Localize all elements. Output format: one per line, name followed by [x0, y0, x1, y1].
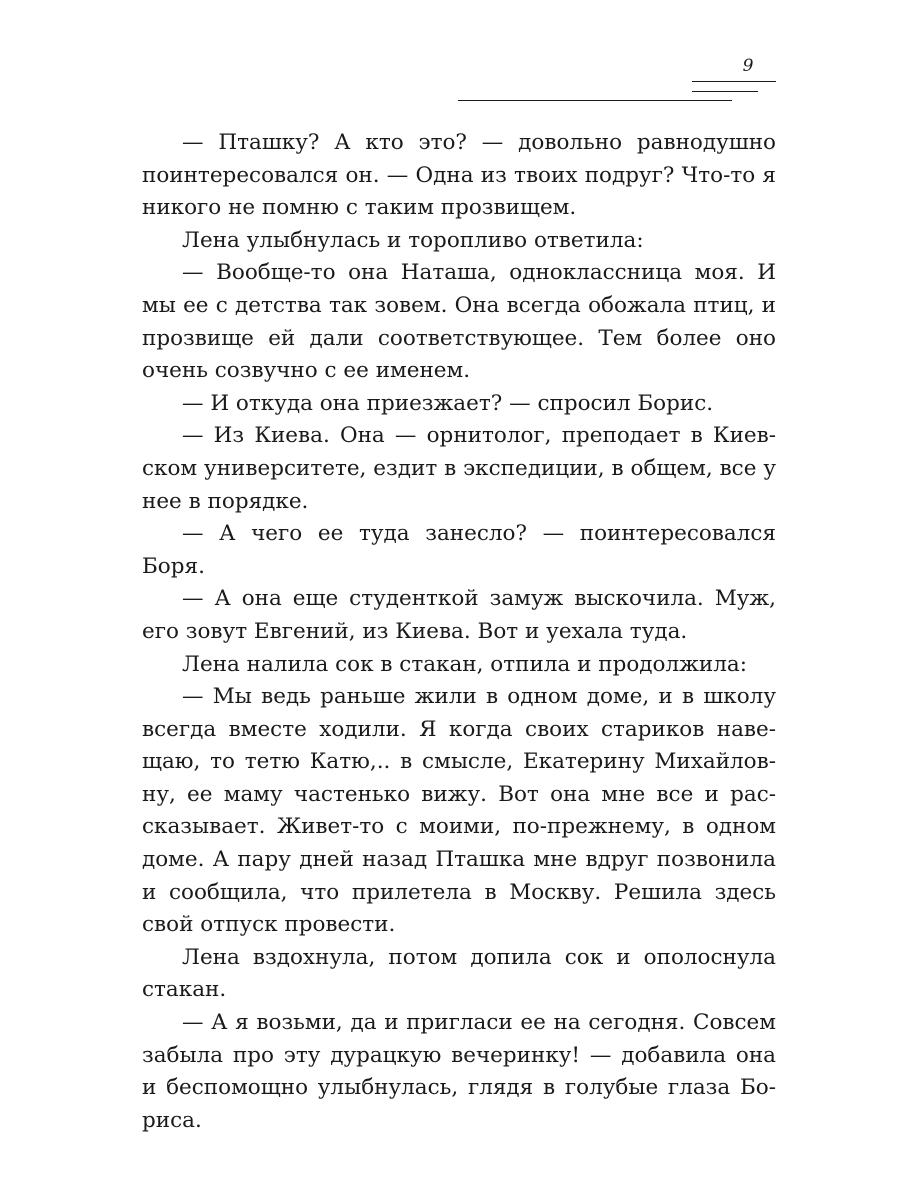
paragraph: Лена вздохнула, потом допила сок и ополоснула стакан.	[142, 944, 776, 1003]
paragraph: — Вообще-то она Наташа, одноклассница моя. И мы ее с детства так зовем. Она всегда обожала птиц, и прозвище ей дали соответствующее. Тем более оно очень созвучно с ее именем.	[142, 260, 776, 384]
header-rule-middle	[692, 91, 758, 92]
paragraph: — А я возьми, да и пригласи ее на сегодня. Совсем забыла про эту дурацкую вечеринку! — добавила она и беспомощно улыбнулась, глядя в голубые глаза Бориса.	[142, 1010, 776, 1133]
body-text	[142, 127, 776, 1137]
header-rule-bottom	[458, 100, 732, 101]
paragraph: — Из Киева. Она — орнитолог, преподает в Киевском университете, ездит в экспедиции, в общем, все у нее в порядке.	[142, 423, 776, 514]
paragraph: — Пташку? А кто это? — довольно равнодушно поинтересовался он. — Одна из твоих подруг? Что-то я никого не помню с таким прозвищем.	[142, 130, 776, 221]
paragraph: — Мы ведь раньше жили в одном доме, и в школу всегда вместе ходили. Я когда своих стариков навещаю, то тетю Катю,.. в смысле, Екатерину Михайловну, ее маму частенько вижу. Вот она мне все и рассказывает. Живет-то с моими, по-прежнему, в одном доме. А пару дней назад Пташка мне вдруг позвонила и сообщила, что прилетела в Москву. Решила здесь свой отпуск провести.	[142, 684, 776, 938]
paragraph: — И откуда она приезжает? — спросил Борис.	[182, 390, 714, 416]
header-rule-top	[692, 81, 776, 82]
paragraph: — А чего ее туда занесло? — поинтересовался Боря.	[142, 521, 776, 579]
paragraph: — А она еще студенткой замуж выскочила. Муж, его зовут Евгений, из Киева. Вот и уехала туда.	[142, 586, 776, 644]
page-number: 9	[742, 56, 754, 76]
paragraph: Лена налила сок в стакан, отпила и продолжила:	[182, 651, 747, 677]
paragraph: Лена улыбнулась и торопливо ответила:	[182, 227, 644, 253]
